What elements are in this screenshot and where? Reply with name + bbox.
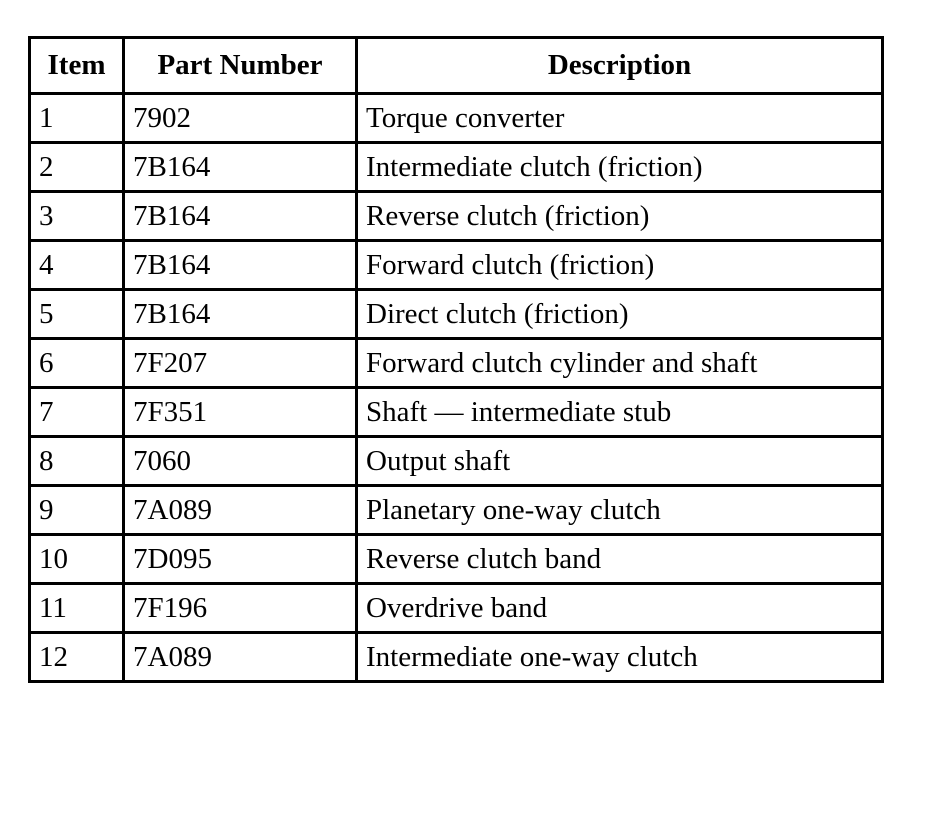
cell-description: Forward clutch cylinder and shaft [357, 339, 883, 388]
table-row [30, 535, 883, 584]
cell-part-number: 7B164 [124, 143, 357, 192]
cell-item: 7 [30, 388, 124, 437]
table-row [30, 290, 883, 339]
table-row [30, 633, 883, 682]
cell-description: Direct clutch (friction) [357, 290, 883, 339]
header-part-number: Part Number [124, 38, 357, 94]
cell-item: 4 [30, 241, 124, 290]
cell-part-number: 7060 [124, 437, 357, 486]
table-row [30, 339, 883, 388]
cell-part-number: 7B164 [124, 192, 357, 241]
cell-item: 2 [30, 143, 124, 192]
cell-description: Intermediate one-way clutch [357, 633, 883, 682]
cell-part-number: 7A089 [124, 486, 357, 535]
table-row [30, 192, 883, 241]
cell-description: Planetary one-way clutch [357, 486, 883, 535]
table-row [30, 94, 883, 143]
table-row [30, 241, 883, 290]
cell-item: 5 [30, 290, 124, 339]
table-header-row [30, 38, 883, 94]
cell-item: 9 [30, 486, 124, 535]
table-row [30, 143, 883, 192]
cell-item: 1 [30, 94, 124, 143]
table-row [30, 388, 883, 437]
table-row [30, 486, 883, 535]
cell-description: Shaft — intermediate stub [357, 388, 883, 437]
header-description: Description [357, 38, 883, 94]
cell-description: Output shaft [357, 437, 883, 486]
cell-item: 6 [30, 339, 124, 388]
cell-description: Reverse clutch (friction) [357, 192, 883, 241]
cell-description: Overdrive band [357, 584, 883, 633]
cell-description: Intermediate clutch (friction) [357, 143, 883, 192]
table-row [30, 584, 883, 633]
cell-description: Torque converter [357, 94, 883, 143]
cell-part-number: 7B164 [124, 241, 357, 290]
cell-part-number: 7B164 [124, 290, 357, 339]
cell-part-number: 7F196 [124, 584, 357, 633]
parts-table [28, 36, 884, 683]
cell-part-number: 7F207 [124, 339, 357, 388]
cell-part-number: 7902 [124, 94, 357, 143]
cell-description: Forward clutch (friction) [357, 241, 883, 290]
cell-item: 11 [30, 584, 124, 633]
table-row [30, 437, 883, 486]
table-body [30, 94, 883, 682]
cell-part-number: 7D095 [124, 535, 357, 584]
header-item: Item [30, 38, 124, 94]
cell-item: 12 [30, 633, 124, 682]
cell-part-number: 7F351 [124, 388, 357, 437]
cell-item: 8 [30, 437, 124, 486]
cell-item: 10 [30, 535, 124, 584]
cell-part-number: 7A089 [124, 633, 357, 682]
cell-description: Reverse clutch band [357, 535, 883, 584]
cell-item: 3 [30, 192, 124, 241]
